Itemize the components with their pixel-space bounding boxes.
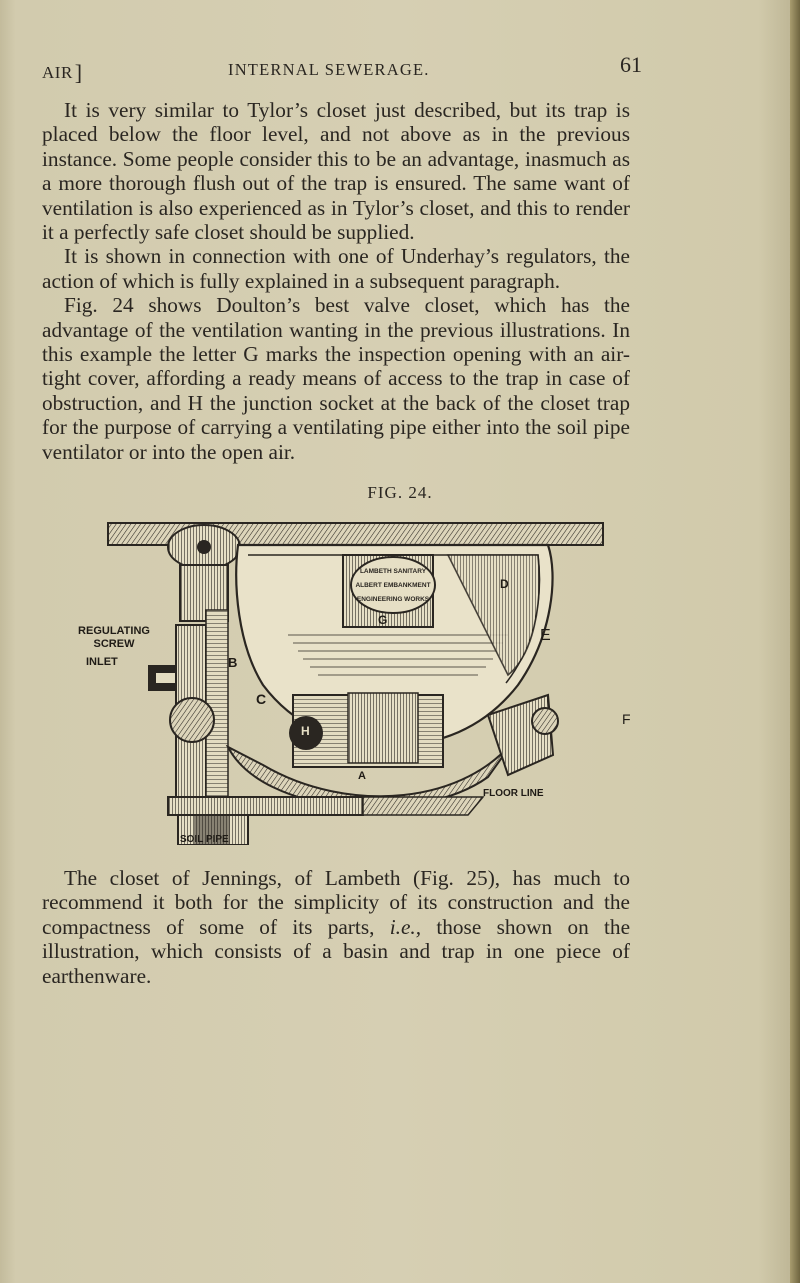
valve-closet-illustration [78,515,631,845]
label-inlet: INLET [86,656,118,668]
jennings-text-2: those shown on the illustration, which consists of a basin and trap in one piece of earthenware. [42,914,631,988]
chapter-title: INTERNAL SEWERAGE. [228,60,430,79]
page-edge [790,0,800,1283]
running-head-bracket: ] [74,60,83,85]
label-h: H [301,724,310,738]
paragraph-underhay: It is shown in connection with one of Underhay’s regulators, the action of which is fully explained in a subsequent paragraph. [42,244,630,293]
body-text [42,98,630,464]
figure-caption: FIG. 24. [367,483,433,502]
jennings-ie: i.e., [389,914,422,939]
closet-engraving [88,515,628,845]
label-d: D [500,577,509,591]
paragraph-doulton: Fig. 24 shows Doulton’s best valve closet, which has the advantage of the ventilation wanting in the previous illustrations. In this example the letter G marks the inspection opening with an air-tight cover, affording a ready means of access to the trap in case of obstruction, and H the junction socket at the back of the closet trap for the purpose of carrying a ventilating pipe either into the soil pipe ventilator or into the open air. [42,293,630,464]
label-plaque-3: ENGINEERING WORKS [356,596,430,603]
label-e: E [540,627,551,644]
label-g: G [378,613,388,627]
label-b: B [228,655,238,670]
label-c-left: C [256,691,267,707]
label-plaque-1: LAMBETH SANITARY [359,568,427,575]
running-head-text: AIR [42,63,73,82]
lower-text [42,866,630,988]
page-number: 61 [620,52,642,77]
running-head [42,58,83,84]
jennings-text-1: The closet of Jennings, of Lambeth (Fig. 25), has much to recommend it both for the simplicity of its construction and the compactness of some of its parts, [42,866,630,939]
label-a: A [358,770,366,782]
label-soil-pipe: SOIL PIPE [180,834,229,845]
label-regulating-screw: REGULATING SCREW [78,625,150,650]
label-plaque-2: ALBERT EMBANKMENT [355,582,431,589]
paragraph-jennings [42,866,630,988]
label-floor-line: FLOOR LINE [483,788,544,799]
page-header [42,52,770,86]
paragraph-tylor: It is very similar to Tylor’s closet just described, but its trap is placed below the floor level, and not above as in the previous instance. Some people consider this to be an advantage, inasmuch as a more thorough flush out of the trap is ensured. The same want of ventilation is also experienced as in Tylor’s closet, and this to render it a perfectly safe closet should be supplied. [42,98,630,245]
label-f: F [622,711,631,727]
